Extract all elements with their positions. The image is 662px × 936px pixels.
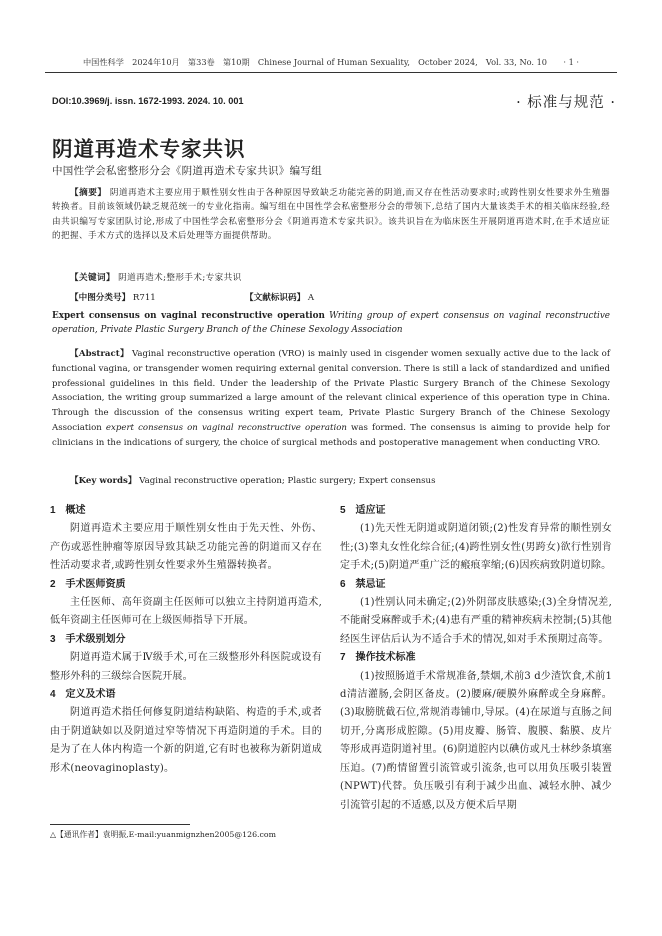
section-paragraph: 主任医师、高年资副主任医师可以独立主持阴道再造术,低年资副主任医师可在上级医师指导下开展。 [50,597,322,627]
english-abstract [52,347,610,451]
doc-code-label: 【文献标识码】 [245,293,306,303]
english-keywords-label: 【Key words】 [70,476,137,486]
clc-value: R711 [132,293,156,303]
section-heading: 5 适应证 [340,505,386,516]
doi: DOI:10.3969/j. issn. 1672-1993. 2024. 10. 001 [52,96,244,106]
english-abstract-italic: expert consensus on vaginal reconstructive operation [105,422,347,433]
abstract-label: 【摘要】 [70,188,107,198]
keywords-label: 【关键词】 [70,273,115,283]
document-code [245,291,314,303]
classification-number [70,291,156,303]
footnote-rule [50,824,190,825]
english-title: Expert consensus on vaginal reconstructive operation [52,311,325,321]
english-keywords-text: Vaginal reconstructive operation; Plastic surgery; Expert consensus [139,476,436,486]
running-header: 中国性科学 2024年10月 第33卷 第10期 Chinese Journal of Human Sexuality, October 2024, Vol. 33, No. 10 · 1 · [82,57,580,67]
english-abstract-text-2: was formed. The consensus is aiming to provide help for clinicians in the indications of surgery, the choice of surgical methods and postoperative management when conducting VRO. [52,422,611,448]
chinese-abstract [52,186,610,244]
header-rule [45,72,617,73]
section-paragraph: (1)先天性无阴道或阴道闭锁;(2)性发育异常的顺性别女性;(3)睾丸女性化综合征;(4)跨性别女性(男跨女)欲行性别肯定手术;(5)阴道严重广泛的瘢痕挛缩;(6)因疾病致阴道切除。 [340,523,612,572]
section-paragraph: 阴道再造术主要应用于顺性别女性由于先天性、外伤、产伤或恶性肿瘤等原因导致其缺乏功能完善的阴道而又存在性活动要求者,或跨性别女性要求外生殖器转换者。 [50,523,322,572]
english-authors: Writing group of expert consensus on vaginal reconstructive operation, Private Plastic Surgery Branch of the Chinese Sexology Association [52,311,610,335]
left-column [50,502,322,778]
article-title: 阴道再造术专家共识 [52,137,246,161]
abstract-text: 阴道再造术主要应用于顺性别女性由于各种原因导致缺乏功能完善的阴道,而又存在性活动要求时;或跨性别女性要求外生殖器转换者。目前该领域仍缺乏规范统一的专业化指南。编写组在中国性学会私密整形分会的带领下,总结了国内大量该类手术的相关临床经验,经由共识编写专家团队讨论,形成了中国性学会私密整形分会《阴道再造术专家共识》。该共识旨在为临床医生开展阴道再造术时,在手术适应证的把握、手术方式的选择以及术后处理等方面提供帮助。 [52,188,610,242]
section-paragraph: (1)性别认同未确定;(2)外阴部皮肤感染;(3)全身情况差,不能耐受麻醉或手术;(4)患有严重的精神疾病未控制;(5)其他经医生评估后认为不适合手术的情况,如对手术预期过高等。 [340,597,612,645]
section-heading: 4 定义及术语 [50,689,116,701]
section-heading: 1 概述 [50,505,86,516]
authors: 中国性学会私密整形分会《阴道再造术专家共识》编写组 [52,165,322,177]
doc-code-value: A [307,293,315,303]
section-heading: 7 操作技术标准 [340,652,416,664]
chinese-keywords [52,271,610,283]
section-heading: 6 禁忌证 [340,578,386,590]
section-heading: 3 手术级别划分 [50,633,126,645]
section-paragraph: 阴道再造术指任何修复阴道结构缺陷、构造的手术,或者由于阴道缺如以及阴道过窄等情况下再造阴道的手术。目的是为了在人体内构造一个新的阴道,它有时也被称为新阴道成形术(neovaginoplasty)。 [50,707,322,774]
english-abstract-label: 【Abstract】 [70,349,129,359]
english-title-block [52,309,610,337]
english-abstract-text-1: Vaginal reconstructive operation (VRO) is mainly used in cisgender women sexually active due to the lack of functional vagina, or transgender women requiring external genital conversion. There is still a lack of standardized and unified professional guidelines in this field. Under the leadership of the Private Plastic Surgery Branch of the Chinese Sexology Association, the writing group summarized a large amount of the relevant clinical experience of this operation type in China. Through the discussion of the consensus writing expert team, Private Plastic Surgery Branch of the Chinese Sexology Association [52,349,610,433]
section-heading: 2 手术医师资质 [50,578,126,590]
section-label: · 标准与规范 · [516,95,616,111]
clc-label: 【中图分类号】 [70,293,131,303]
right-column [340,502,612,815]
corresponding-author-footnote: △【通讯作者】袁明振,E-mail:yuanmignzhen2005@126.com [50,830,276,839]
keywords-text: 阴道再造术;整形手术;专家共识 [118,273,242,283]
english-keywords [52,474,610,486]
section-paragraph: 阴道再造术属于Ⅳ级手术,可在三级整形外科医院或设有整形外科的三级综合医院开展。 [50,652,322,682]
section-paragraph: (1)按照肠道手术常规准备,禁烟,术前3 d少渣饮食,术前1 d清洁灌肠,会阴区备皮。(2)腰麻/硬膜外麻醉或全身麻醉。(3)取膀胱截石位,常规消毒铺巾,导尿。(4)在尿道与直肠之间切开,分离形成腔隙。(5)用皮瓣、肠管、腹膜、黏膜、皮片等形成再造阴道衬里。(6)阴道腔内以碘仿或凡士林纱条填塞压迫。(7)酌情留置引流管或引流条,也可以用负压吸引装置(NPWT)代替。负压吸引有利于减少出血、减轻水肿、减少引流管引起的不适感,以及方便术后早期 [340,670,613,811]
